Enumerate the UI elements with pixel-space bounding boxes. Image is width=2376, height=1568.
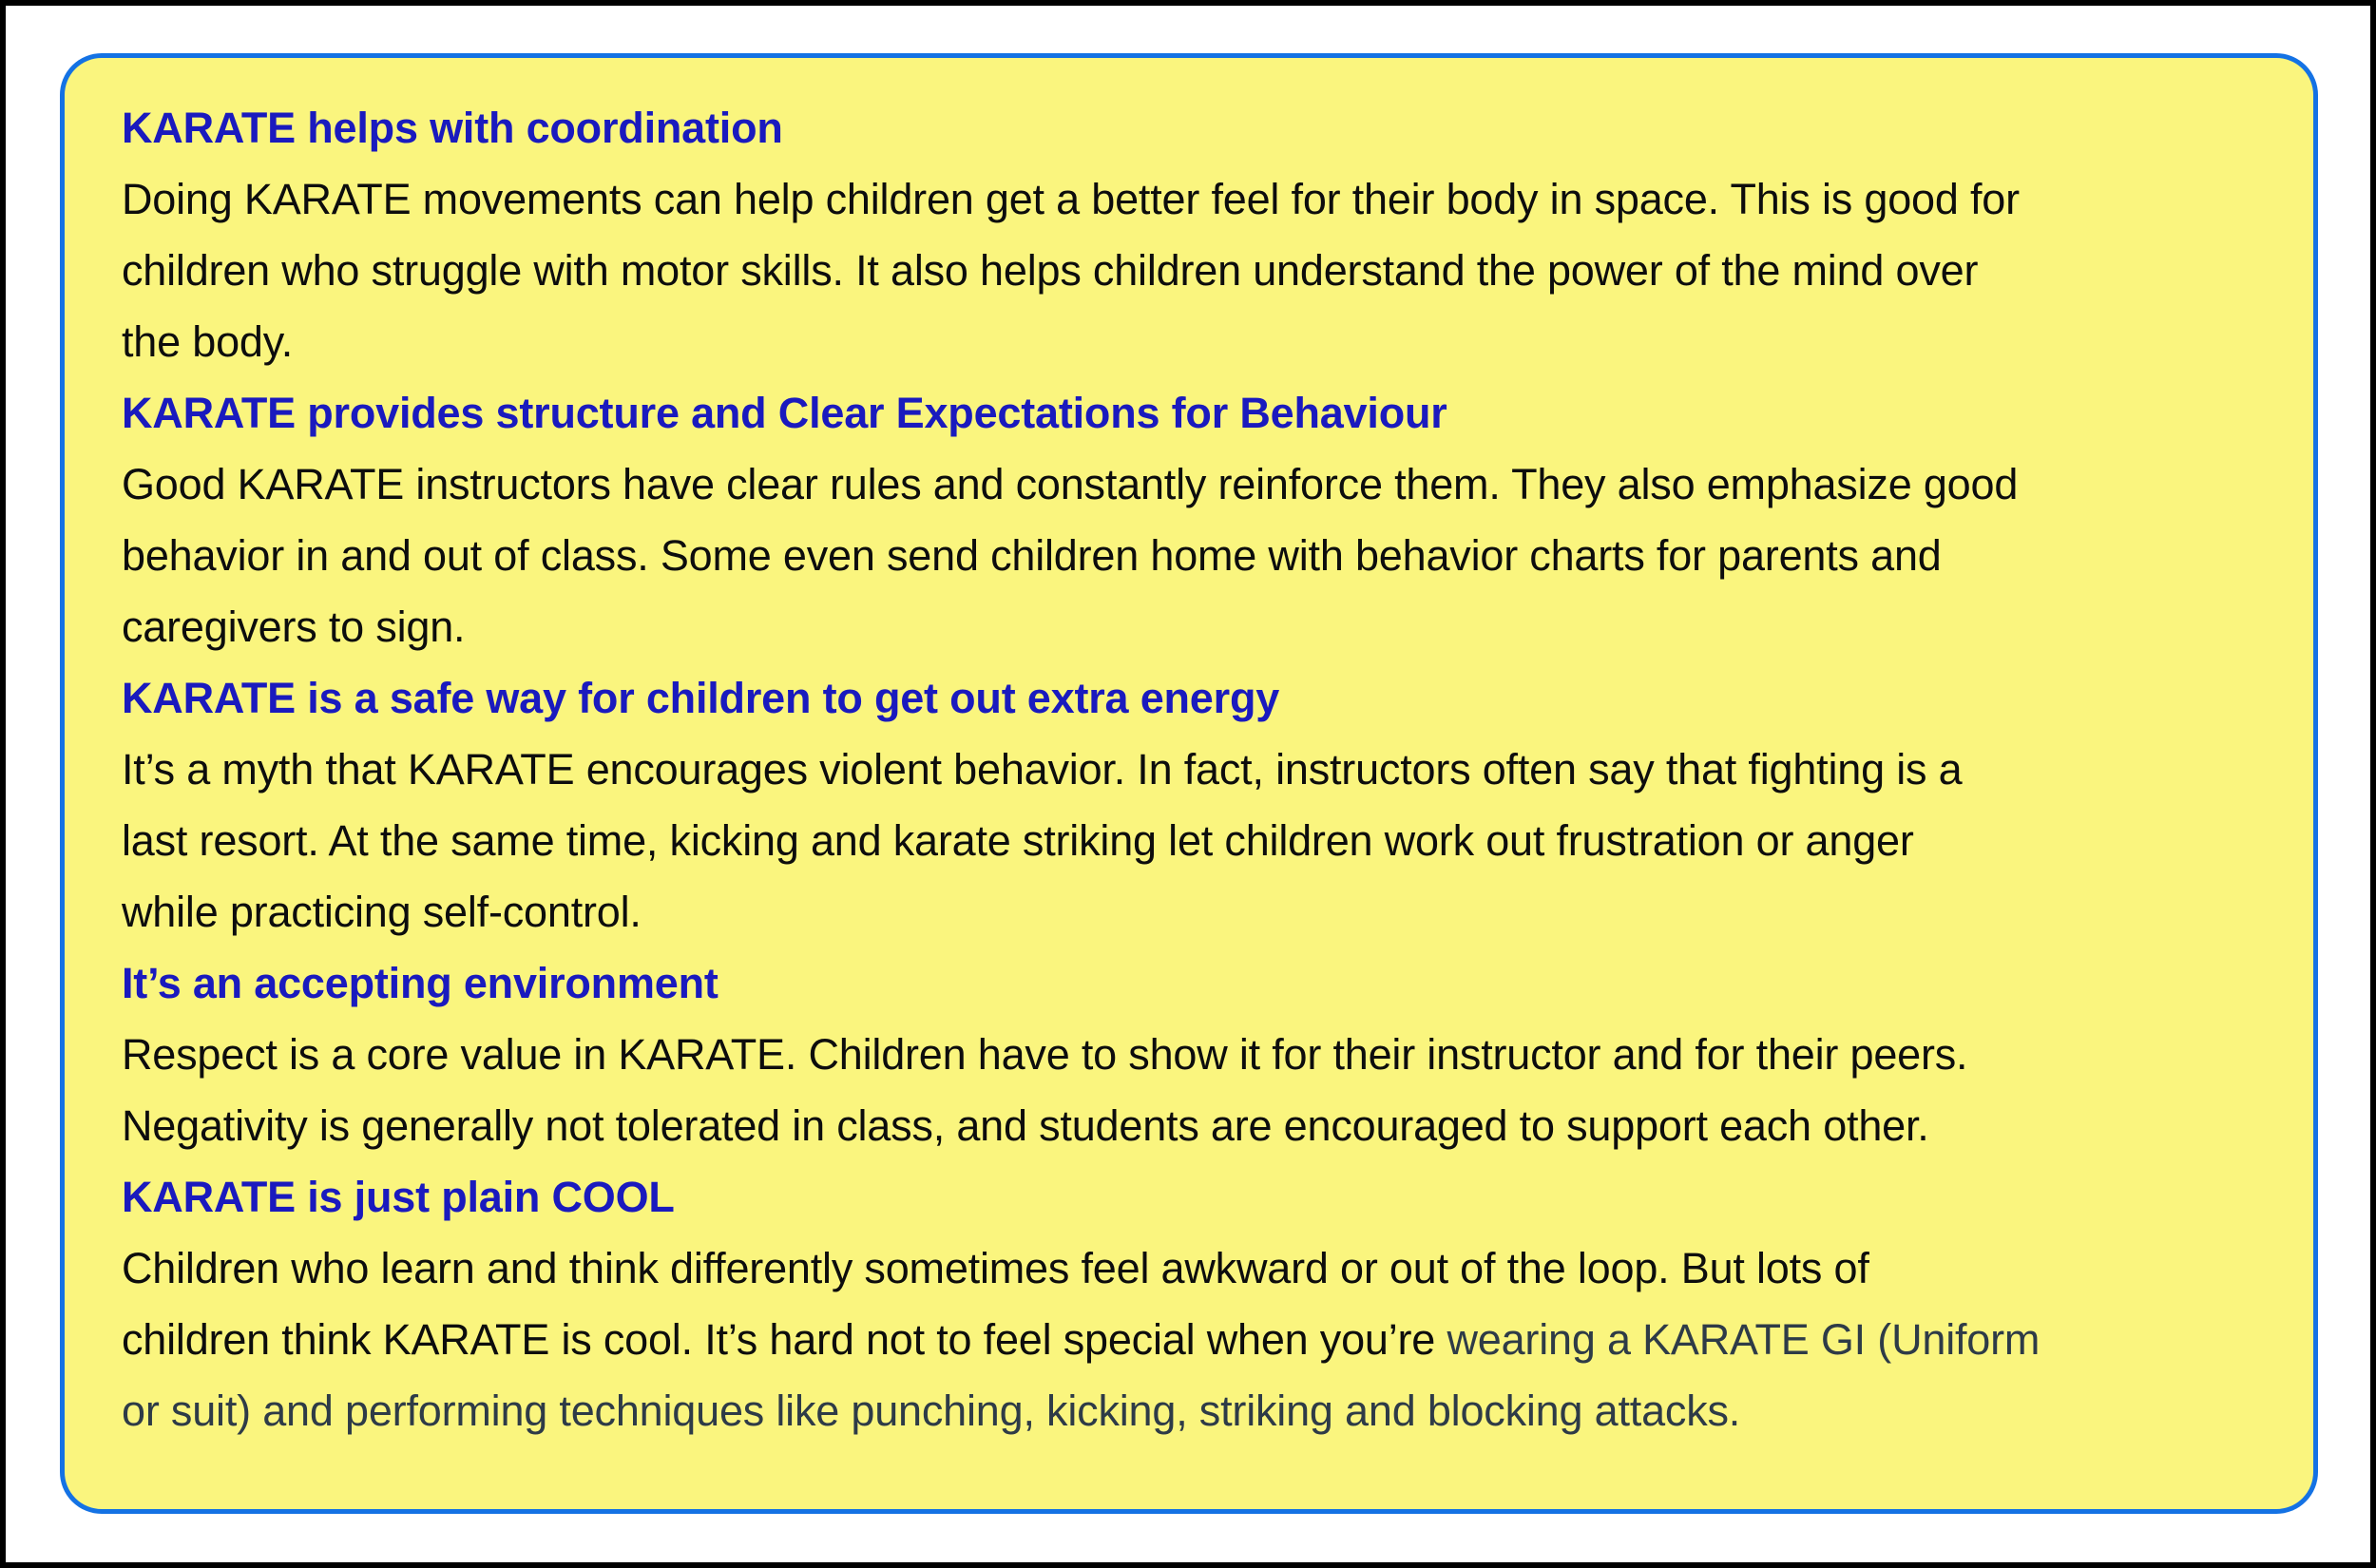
body-text: caregivers to sign. xyxy=(122,602,466,651)
body-line xyxy=(122,235,2256,306)
body-text: Respect is a core value in KARATE. Children have to show it for their instructor and for their peers. xyxy=(122,1030,1968,1079)
body-text: children who struggle with motor skills. It also helps children understand the power of the mind over xyxy=(122,246,1979,295)
body-text-muted: or suit) and performing techniques like punching, kicking, striking and blocking attacks. xyxy=(122,1386,1741,1435)
body-text: children think KARATE is cool. It’s hard not to feel special when you’re xyxy=(122,1315,1447,1364)
body-line xyxy=(122,1375,2256,1446)
section-heading: KARATE helps with coordination xyxy=(122,104,783,152)
body-line xyxy=(122,449,2256,520)
body-line xyxy=(122,591,2256,662)
section-heading: It’s an accepting environment xyxy=(122,959,719,1007)
body-text: while practicing self-control. xyxy=(122,888,642,936)
section-heading: KARATE is a safe way for children to get out extra energy xyxy=(122,674,1280,722)
body-line xyxy=(122,1090,2256,1161)
section-heading: KARATE is just plain COOL xyxy=(122,1173,675,1221)
body-text: behavior in and out of class. Some even send children home with behavior charts for parents and xyxy=(122,531,1942,580)
body-line xyxy=(122,163,2256,235)
body-line xyxy=(122,520,2256,591)
section-heading: KARATE provides structure and Clear Expectations for Behaviour xyxy=(122,389,1447,437)
body-text: It’s a myth that KARATE encourages violent behavior. In fact, instructors often say that fighting is a xyxy=(122,745,1963,794)
body-text: Negativity is generally not tolerated in class, and students are encouraged to support each other. xyxy=(122,1101,1929,1150)
body-line xyxy=(122,1019,2256,1090)
body-text: Good KARATE instructors have clear rules and constantly reinforce them. They also emphasize good xyxy=(122,460,2019,508)
body-line xyxy=(122,876,2256,947)
body-line xyxy=(122,805,2256,876)
body-text-muted: wearing a KARATE GI (Uniform xyxy=(1447,1315,2041,1364)
body-text: last resort. At the same time, kicking and karate striking let children work out frustration or anger xyxy=(122,816,1914,865)
karate-info-card xyxy=(60,53,2318,1514)
body-line xyxy=(122,734,2256,805)
body-line xyxy=(122,306,2256,377)
body-text: the body. xyxy=(122,317,294,366)
body-line xyxy=(122,1304,2256,1375)
body-text: Doing KARATE movements can help children get a better feel for their body in space. This is good for xyxy=(122,175,2020,223)
body-text: Children who learn and think differently sometimes feel awkward or out of the loop. But lots of xyxy=(122,1244,1869,1292)
body-line xyxy=(122,1233,2256,1304)
